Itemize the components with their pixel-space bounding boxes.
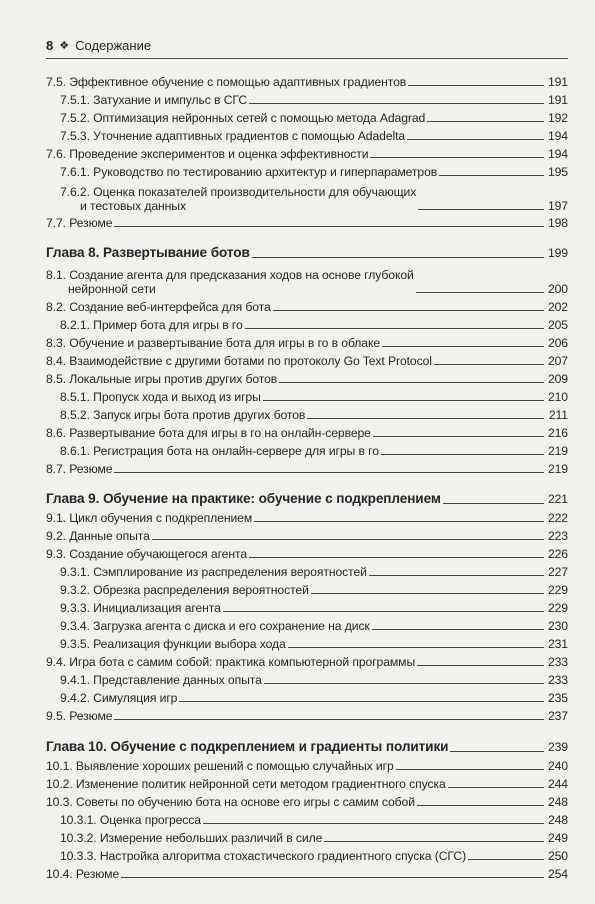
toc-entry-9-3-4[interactable]: 9.3.4. Загрузка агента с диска и его сохранение на диск 230 bbox=[60, 619, 568, 633]
toc-entry-7-7[interactable]: 7.7. Резюме 198 bbox=[46, 216, 568, 230]
toc-entry-9-4-2[interactable]: 9.4.2. Симуляция игр 235 bbox=[60, 691, 568, 705]
toc-entry-10-3-1[interactable]: 10.3.1. Оценка прогресса 248 bbox=[60, 813, 568, 827]
toc-entry-8-4[interactable]: 8.4. Взаимодействие с другими ботами по протоколу Go Text Protocol 207 bbox=[46, 354, 568, 368]
toc-entry-9-3-5[interactable]: 9.3.5. Реализация функции выбора хода 231 bbox=[60, 637, 568, 651]
toc-entry-7-6-2[interactable]: 7.6.2. Оценка показателей производительности для обучающих и тестовых данных 197 bbox=[60, 185, 568, 213]
toc-entry-9-3[interactable]: 9.3. Создание обучающегося агента 226 bbox=[46, 547, 568, 561]
toc-entry-8-1[interactable]: 8.1. Создание агента для предсказания ходов на основе глубокой нейронной сети 200 bbox=[46, 268, 568, 296]
toc-entry-7-6[interactable]: 7.6. Проведение экспериментов и оценка эффективности 194 bbox=[46, 147, 568, 161]
toc-entry-7-5-2[interactable]: 7.5.2. Оптимизация нейронных сетей с помощью метода Adagrad 192 bbox=[60, 111, 568, 125]
toc-entry-7-5[interactable]: 7.5. Эффективное обучение с помощью адаптивных градиентов 191 bbox=[46, 75, 568, 89]
toc-entry-7-5-1[interactable]: 7.5.1. Затухание и импульс в СГС 191 bbox=[60, 93, 568, 107]
toc-entry-8-6[interactable]: 8.6. Развертывание бота для игры в го на онлайн-сервере 216 bbox=[46, 426, 568, 440]
toc-entry-9-3-3[interactable]: 9.3.3. Инициализация агента 229 bbox=[60, 601, 568, 615]
toc-entry-9-5[interactable]: 9.5. Резюме 237 bbox=[46, 709, 568, 723]
toc-entry-10-3[interactable]: 10.3. Советы по обучению бота на основе его игры с самим собой 248 bbox=[46, 795, 568, 809]
toc-entry-10-4[interactable]: 10.4. Резюме 254 bbox=[46, 867, 568, 881]
toc-entry-9-3-2[interactable]: 9.3.2. Обрезка распределения вероятностей 229 bbox=[60, 583, 568, 597]
toc-entry-9-3-1[interactable]: 9.3.1. Сэмплирование из распределения вероятностей 227 bbox=[60, 565, 568, 579]
toc-entry-8-5[interactable]: 8.5. Локальные игры против других ботов 209 bbox=[46, 372, 568, 386]
toc-entry-8-6-1[interactable]: 8.6.1. Регистрация бота на онлайн-сервере для игры в го 219 bbox=[60, 444, 568, 458]
running-header bbox=[46, 34, 566, 56]
toc-chapter-8[interactable]: Глава 8. Развертывание ботов 199 bbox=[46, 245, 568, 260]
toc-entry-7-6-1[interactable]: 7.6.1. Руководство по тестированию архитектур и гиперпараметров 195 bbox=[60, 165, 568, 179]
toc-entry-8-2-1[interactable]: 8.2.1. Пример бота для игры в го 205 bbox=[60, 318, 568, 332]
toc-entry-10-3-2[interactable]: 10.3.2. Измерение небольших различий в силе 249 bbox=[60, 831, 568, 845]
toc-entry-10-2[interactable]: 10.2. Изменение политик нейронной сети методом градиентного спуска 244 bbox=[46, 777, 568, 791]
toc-entry-8-7[interactable]: 8.7. Резюме 219 bbox=[46, 462, 568, 476]
toc-chapter-9[interactable]: Глава 9. Обучение на практике: обучение с подкреплением 221 bbox=[46, 491, 568, 506]
toc-entry-10-1[interactable]: 10.1. Выявление хороших решений с помощью случайных игр 240 bbox=[46, 759, 568, 773]
toc-entry-8-3[interactable]: 8.3. Обучение и развертывание бота для игры в го в облаке 206 bbox=[46, 336, 568, 350]
toc-entry-8-2[interactable]: 8.2. Создание веб-интерфейса для бота 202 bbox=[46, 300, 568, 314]
toc-entry-7-5-3[interactable]: 7.5.3. Уточнение адаптивных градиентов с помощью Adadelta 194 bbox=[60, 129, 568, 143]
toc-entry-10-3-3[interactable]: 10.3.3. Настройка алгоритма стохастического градиентного спуска (СГС) 250 bbox=[60, 849, 568, 863]
ornament-icon: ❖ bbox=[59, 39, 70, 52]
toc-entry-9-1[interactable]: 9.1. Цикл обучения с подкреплением 222 bbox=[46, 511, 568, 525]
header-title: Содержание bbox=[75, 37, 152, 53]
toc-entry-8-5-1[interactable]: 8.5.1. Пропуск хода и выход из игры 210 bbox=[60, 390, 568, 404]
toc-entry-9-4[interactable]: 9.4. Игра бота с самим собой: практика компьютерной программы 233 bbox=[46, 655, 568, 669]
toc-entry-9-2[interactable]: 9.2. Данные опыта 223 bbox=[46, 529, 568, 543]
header-rule bbox=[46, 58, 568, 59]
toc-chapter-10[interactable]: Глава 10. Обучение с подкреплением и градиенты политики 239 bbox=[46, 739, 568, 754]
toc-entry-9-4-1[interactable]: 9.4.1. Представление данных опыта 233 bbox=[60, 673, 568, 687]
toc-entry-8-5-2[interactable]: 8.5.2. Запуск игры бота против других ботов 211 bbox=[60, 408, 568, 422]
page-number: 8 bbox=[46, 37, 54, 53]
